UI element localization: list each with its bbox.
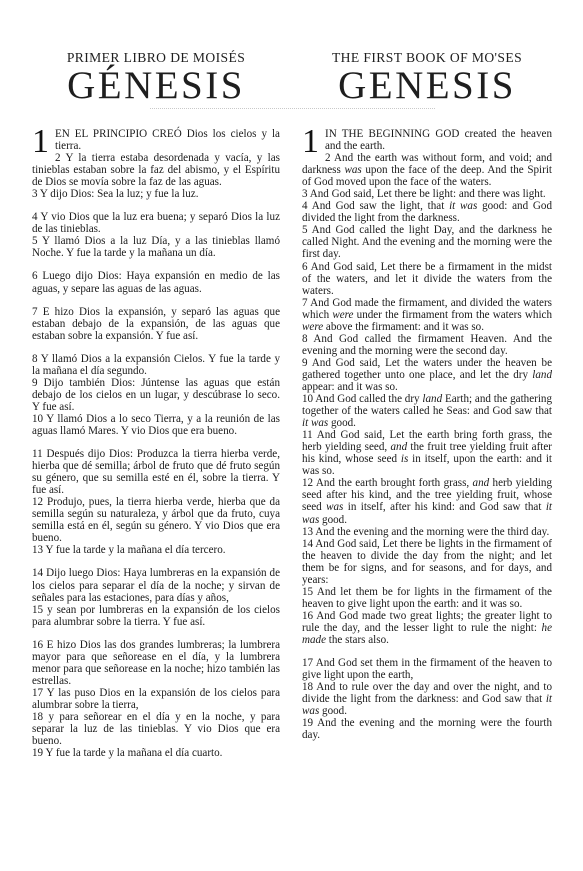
english-verse-1: 1 IN THE BEGINNING GOD created the heaven and the earth.	[302, 123, 552, 160]
english-verse-13: 13 And the evening and the morning were the third day.	[302, 525, 550, 538]
spanish-verse-14: 14 Dijo luego Dios: Haya lumbreras en la expansión de los cielos para separar el día de la noche; y sirvan de señales para las estaciones, para días y años,	[32, 567, 280, 604]
english-verse-16: 16 And God made two great lights; the greater light to rule the day, and the lesser light to rule the night: he made the stars also.	[302, 609, 552, 646]
english-verse-9: 9 And God said, Let the waters under the heaven be gathered together unto one place, and let the dry land appear: and it was so.	[302, 356, 552, 393]
english-verse-2: 2 And the earth was without form, and void; and darkness was upon the face of the deep. And the Spirit of God moved upon the face of the waters.	[302, 152, 552, 189]
english-verse-7: 7 And God made the firmament, and divided the waters which were under the firmament from the waters which were above the firmament: and it was so.	[302, 296, 552, 333]
spanish-verse-3: 3 Y dijo Dios: Sea la luz; y fue la luz.	[32, 188, 199, 201]
spanish-verse-11: 11 Después dijo Dios: Produzca la tierra hierba verde, hierba que dé semilla; árbol de fruto que dé fruto según su género, que su semilla esté en él, sobre la tierra. Y fue así.	[32, 448, 280, 497]
spanish-verse-8: 8 Y llamó Dios a la expansión Cielos. Y fue la tarde y la mañana el día segundo.	[32, 352, 280, 377]
spanish-verse-19: 19 Y fue la tarde y la mañana el día cuarto.	[32, 747, 223, 760]
english-verse-11: 11 And God said, Let the earth bring forth grass, the herb yielding seed, and the fruit tree yielding fruit after his kind, whose seed is in itself, upon the earth: and it was so.	[302, 429, 552, 478]
spanish-book-title: GÉNESIS	[67, 64, 245, 107]
spanish-verse-17: 17 Y las puso Dios en la expansión de los cielos para alumbrar sobre la tierra,	[32, 686, 280, 711]
spanish-verse-13: 13 Y fue la tarde y la mañana el día tercero.	[32, 544, 226, 557]
spanish-verse-2: 2 Y la tierra estaba desordenada y vacía, y las tinieblas estaban sobre la faz del abismo, y el Espíritu de Dios se movía sobre la faz de las aguas.	[32, 152, 280, 189]
english-book-subtitle: THE FIRST BOOK OF MO'SES	[331, 50, 523, 65]
english-verse-6: 6 And God said, Let there be a firmament in the midst of the waters, and let it divide the waters from the waters.	[302, 260, 552, 297]
english-verse-3: 3 And God said, Let there be light: and there was light.	[302, 188, 546, 201]
english-verse-18: 18 And to rule over the day and over the night, and to divide the light from the darkness: and God saw that it was good.	[302, 681, 552, 718]
spanish-chapter-number: 1	[32, 123, 49, 160]
english-verse-8: 8 And God called the firmament Heaven. And the evening and the morning were the second day.	[302, 332, 552, 357]
english-verse-17: 17 And God set them in the firmament of the heaven to give light upon the earth,	[302, 657, 552, 682]
spanish-verse-10: 10 Y llamó Dios a lo seco Tierra, y a la reunión de las aguas llamó Mares. Y vio Dios que era bueno.	[32, 412, 280, 437]
english-verse-15: 15 And let them be for lights in the firmament of the heaven to give light upon the earth: and it was so.	[302, 585, 552, 610]
spanish-verse-15: 15 y sean por lumbreras en la expansión de los cielos para alumbrar sobre la tierra. Y fue así.	[32, 603, 280, 628]
spanish-verse-7: 7 E hizo Dios la expansión, y separó las aguas que estaban debajo de la expansión, de las aguas que estaban sobre la expansión. Y fue así.	[32, 305, 280, 342]
english-book-title: GENESIS	[338, 64, 516, 107]
english-chapter-number: 1	[302, 123, 319, 160]
spanish-verse-1: 1 EN EL PRINCIPIO CREÓ Dios los cielos y la tierra.	[32, 123, 280, 160]
spanish-book-subtitle: PRIMER LIBRO DE MOISÉS	[66, 50, 246, 65]
english-verse-10: 10 And God called the dry land Earth; and the gathering together of the waters called he Seas: and God saw that it was good.	[302, 393, 552, 430]
spanish-verse-12: 12 Produjo, pues, la tierra hierba verde, hierba que da semilla según su naturaleza, y árbol que da fruto, cuya semilla está en él, según su género. Y vio Dios que era bueno.	[32, 496, 280, 545]
spanish-verse-6: 6 Luego dijo Dios: Haya expansión en medio de las aguas, y separe las aguas de las aguas.	[32, 270, 280, 295]
spanish-verse-18: 18 y para señorear en el día y en la noche, y para separar la luz de las tinieblas. Y vio Dios que era bueno.	[32, 710, 280, 748]
english-verse-19: 19 And the evening and the morning were the fourth day.	[302, 717, 552, 742]
english-verses	[302, 123, 552, 742]
spanish-verse-5: 5 Y llamó Dios a la luz Día, y a las tinieblas llamó Noche. Y fue la tarde y la mañana un día.	[32, 235, 280, 260]
english-verse-5: 5 And God called the light Day, and the darkness he called Night. And the evening and the morning were the first day.	[302, 224, 552, 261]
english-verse-4: 4 And God saw the light, that it was good: and God divided the light from the darkness.	[302, 200, 552, 225]
spanish-verse-4: 4 Y vio Dios que la luz era buena; y separó Dios la luz de las tinieblas.	[32, 211, 280, 236]
spanish-verse-16: 16 E hizo Dios las dos grandes lumbreras; la lumbrera mayor para que señorease en el día, y la lumbrera menor para que señorease en la noche; hizo también las estrellas.	[32, 638, 280, 687]
spanish-verse-9: 9 Dijo también Dios: Júntense las aguas que están debajo de los cielos en un lugar, y descúbrase lo seco. Y fue así.	[32, 376, 280, 413]
spanish-verses	[32, 123, 280, 760]
english-verse-14: 14 And God said, Let there be lights in the firmament of the heaven to divide the day from the night; and let them be for signs, and for seasons, and for days, and years:	[302, 537, 552, 586]
english-verse-12: 12 And the earth brought forth grass, and herb yielding seed after his kind, and the tree yielding fruit, whose seed was in itself, after his kind: and God saw that it was good.	[302, 477, 552, 526]
